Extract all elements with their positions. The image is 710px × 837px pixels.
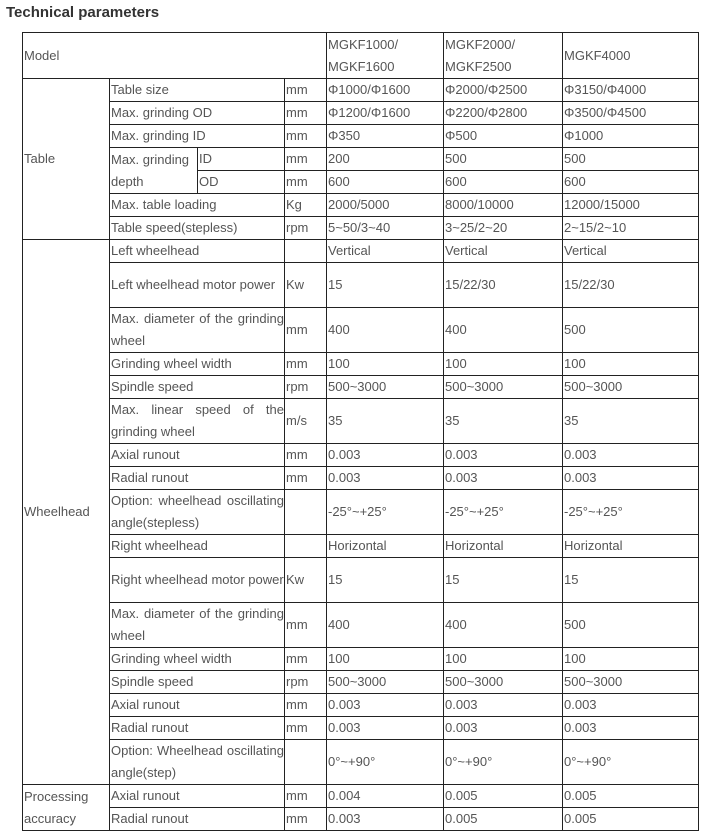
value-cell: Φ2000/Φ2500 xyxy=(444,79,563,102)
value-cell: 0.003 xyxy=(444,717,563,740)
table-header-row xyxy=(23,33,699,79)
param-cell: Radial runout xyxy=(110,808,285,831)
value-cell: 0°~+90° xyxy=(327,740,444,785)
param-cell: Axial runout xyxy=(110,694,285,717)
value-cell: 15/22/30 xyxy=(563,263,699,308)
param-cell: Radial runout xyxy=(110,467,285,490)
value-cell: 2000/5000 xyxy=(327,194,444,217)
value-cell: -25°~+25° xyxy=(327,490,444,535)
param-cell: Right wheelhead motor power xyxy=(110,558,285,603)
value-cell: 15 xyxy=(563,558,699,603)
value-cell: 500~3000 xyxy=(327,671,444,694)
unit-cell: rpm xyxy=(285,376,327,399)
value-cell: 0.003 xyxy=(327,694,444,717)
value-cell: 0.003 xyxy=(327,717,444,740)
value-cell: 0.003 xyxy=(444,694,563,717)
table-row xyxy=(23,694,699,717)
value-cell: 0.005 xyxy=(444,808,563,831)
unit-cell: Kw xyxy=(285,263,327,308)
table-row xyxy=(23,125,699,148)
unit-cell: mm xyxy=(285,148,327,171)
table-row xyxy=(23,263,699,308)
table-row xyxy=(23,558,699,603)
unit-cell: mm xyxy=(285,444,327,467)
unit-cell: mm xyxy=(285,694,327,717)
table-row xyxy=(23,79,699,102)
value-cell: Φ3150/Φ4000 xyxy=(563,79,699,102)
value-cell: 0.003 xyxy=(563,467,699,490)
table-row xyxy=(23,671,699,694)
group-wheelhead-label: Wheelhead xyxy=(23,240,110,785)
table-row xyxy=(23,535,699,558)
table-row xyxy=(23,217,699,240)
param-cell: Table speed(stepless) xyxy=(110,217,285,240)
param-cell: Max. grinding OD xyxy=(110,102,285,125)
value-cell: Horizontal xyxy=(327,535,444,558)
page-title: Technical parameters xyxy=(6,4,160,21)
table-row xyxy=(23,148,699,171)
table-row xyxy=(23,102,699,125)
value-cell: 0.005 xyxy=(444,785,563,808)
table-row xyxy=(23,194,699,217)
unit-cell xyxy=(285,490,327,535)
value-cell: 600 xyxy=(444,171,563,194)
param-cell: Max. table loading xyxy=(110,194,285,217)
value-cell: -25°~+25° xyxy=(563,490,699,535)
value-cell: 15 xyxy=(327,558,444,603)
technical-parameters-table xyxy=(22,32,699,831)
value-cell: 400 xyxy=(444,603,563,648)
value-cell: Φ350 xyxy=(327,125,444,148)
value-cell: 500~3000 xyxy=(563,671,699,694)
value-cell: Φ1200/Φ1600 xyxy=(327,102,444,125)
param-cell: Option: wheelhead oscillating angle(stepless) xyxy=(110,490,285,535)
value-cell: Vertical xyxy=(444,240,563,263)
value-cell: 0.003 xyxy=(444,444,563,467)
unit-cell: rpm xyxy=(285,217,327,240)
table-row xyxy=(23,490,699,535)
param-cell: Max. diameter of the grinding wheel xyxy=(110,308,285,353)
value-cell: 0.003 xyxy=(563,444,699,467)
value-cell: 15 xyxy=(327,263,444,308)
sub-param-cell: OD xyxy=(198,171,285,194)
value-cell: 8000/10000 xyxy=(444,194,563,217)
value-cell: 0°~+90° xyxy=(563,740,699,785)
unit-cell: mm xyxy=(285,171,327,194)
value-cell: 400 xyxy=(444,308,563,353)
table-row xyxy=(23,740,699,785)
param-cell: Option: Wheelhead oscillating angle(step) xyxy=(110,740,285,785)
unit-cell: mm xyxy=(285,308,327,353)
unit-cell: mm xyxy=(285,717,327,740)
unit-cell: mm xyxy=(285,603,327,648)
param-cell: Axial runout xyxy=(110,785,285,808)
value-cell: 0.005 xyxy=(563,785,699,808)
table-row xyxy=(23,376,699,399)
value-cell: 0°~+90° xyxy=(444,740,563,785)
group-accuracy-label: Processing accuracy xyxy=(23,785,110,831)
value-cell: 0.003 xyxy=(327,808,444,831)
value-cell: 0.003 xyxy=(444,467,563,490)
unit-cell: Kg xyxy=(285,194,327,217)
table-row xyxy=(23,444,699,467)
unit-cell: m/s xyxy=(285,399,327,444)
value-cell: 35 xyxy=(563,399,699,444)
value-cell: 500~3000 xyxy=(444,671,563,694)
value-cell: 100 xyxy=(563,353,699,376)
table-row xyxy=(23,467,699,490)
unit-cell: mm xyxy=(285,79,327,102)
value-cell: 15/22/30 xyxy=(444,263,563,308)
value-cell: 100 xyxy=(563,648,699,671)
value-cell: 100 xyxy=(327,353,444,376)
value-cell: 500 xyxy=(563,603,699,648)
value-cell: Φ3500/Φ4500 xyxy=(563,102,699,125)
table-row xyxy=(23,353,699,376)
param-cell: Max. linear speed of the grinding wheel xyxy=(110,399,285,444)
table-row xyxy=(23,399,699,444)
value-cell: 400 xyxy=(327,308,444,353)
unit-cell: mm xyxy=(285,125,327,148)
table-row xyxy=(23,785,699,808)
param-cell: Table size xyxy=(110,79,285,102)
table-row xyxy=(23,648,699,671)
param-cell: Left wheelhead xyxy=(110,240,285,263)
value-cell: 0.003 xyxy=(563,717,699,740)
group-table-label: Table xyxy=(23,79,110,240)
table-row xyxy=(23,308,699,353)
value-cell: Φ1000 xyxy=(563,125,699,148)
value-cell: 400 xyxy=(327,603,444,648)
unit-cell: rpm xyxy=(285,671,327,694)
value-cell: Vertical xyxy=(563,240,699,263)
value-cell: 200 xyxy=(327,148,444,171)
value-cell: 500~3000 xyxy=(327,376,444,399)
value-cell: Φ2200/Φ2800 xyxy=(444,102,563,125)
value-cell: 600 xyxy=(327,171,444,194)
value-cell: 2~15/2~10 xyxy=(563,217,699,240)
value-cell: 0.005 xyxy=(563,808,699,831)
unit-cell: mm xyxy=(285,353,327,376)
value-cell: 100 xyxy=(444,648,563,671)
value-cell: 3~25/2~20 xyxy=(444,217,563,240)
param-cell: Spindle speed xyxy=(110,671,285,694)
param-cell: Spindle speed xyxy=(110,376,285,399)
value-cell: Horizontal xyxy=(563,535,699,558)
value-cell: Φ1000/Φ1600 xyxy=(327,79,444,102)
unit-cell: mm xyxy=(285,808,327,831)
table-row xyxy=(23,717,699,740)
unit-cell: mm xyxy=(285,648,327,671)
value-cell: Vertical xyxy=(327,240,444,263)
value-cell: Φ500 xyxy=(444,125,563,148)
value-cell: Horizontal xyxy=(444,535,563,558)
unit-cell xyxy=(285,240,327,263)
value-cell: 0.003 xyxy=(327,444,444,467)
value-cell: 100 xyxy=(327,648,444,671)
value-cell: 5~50/3~40 xyxy=(327,217,444,240)
param-cell: Right wheelhead xyxy=(110,535,285,558)
unit-cell: mm xyxy=(285,785,327,808)
value-cell: 35 xyxy=(327,399,444,444)
param-cell: Radial runout xyxy=(110,717,285,740)
value-cell: 0.004 xyxy=(327,785,444,808)
value-cell: 500 xyxy=(563,148,699,171)
value-cell: 0.003 xyxy=(327,467,444,490)
param-cell: Left wheelhead motor power xyxy=(110,263,285,308)
value-cell: 500 xyxy=(444,148,563,171)
unit-cell xyxy=(285,740,327,785)
model-2-header: MGKF2000/ MGKF2500 xyxy=(444,33,563,79)
unit-cell: mm xyxy=(285,102,327,125)
sub-param-cell: ID xyxy=(198,148,285,171)
model-3-header: MGKF4000 xyxy=(563,33,699,79)
param-cell: Grinding wheel width xyxy=(110,648,285,671)
value-cell: 500~3000 xyxy=(444,376,563,399)
unit-cell xyxy=(285,535,327,558)
table-row xyxy=(23,603,699,648)
model-1-header: MGKF1000/ MGKF1600 xyxy=(327,33,444,79)
unit-cell: Kw xyxy=(285,558,327,603)
value-cell: 15 xyxy=(444,558,563,603)
value-cell: 100 xyxy=(444,353,563,376)
value-cell: 35 xyxy=(444,399,563,444)
param-cell: Max. grinding depth xyxy=(110,148,198,194)
param-cell: Max. diameter of the grinding wheel xyxy=(110,603,285,648)
value-cell: -25°~+25° xyxy=(444,490,563,535)
param-cell: Grinding wheel width xyxy=(110,353,285,376)
value-cell: 600 xyxy=(563,171,699,194)
value-cell: 0.003 xyxy=(563,694,699,717)
param-cell: Max. grinding ID xyxy=(110,125,285,148)
table-row xyxy=(23,240,699,263)
model-header: Model xyxy=(23,33,327,79)
table-body xyxy=(23,33,699,831)
param-cell: Axial runout xyxy=(110,444,285,467)
value-cell: 500 xyxy=(563,308,699,353)
value-cell: 500~3000 xyxy=(563,376,699,399)
value-cell: 12000/15000 xyxy=(563,194,699,217)
unit-cell: mm xyxy=(285,467,327,490)
table-row xyxy=(23,808,699,831)
